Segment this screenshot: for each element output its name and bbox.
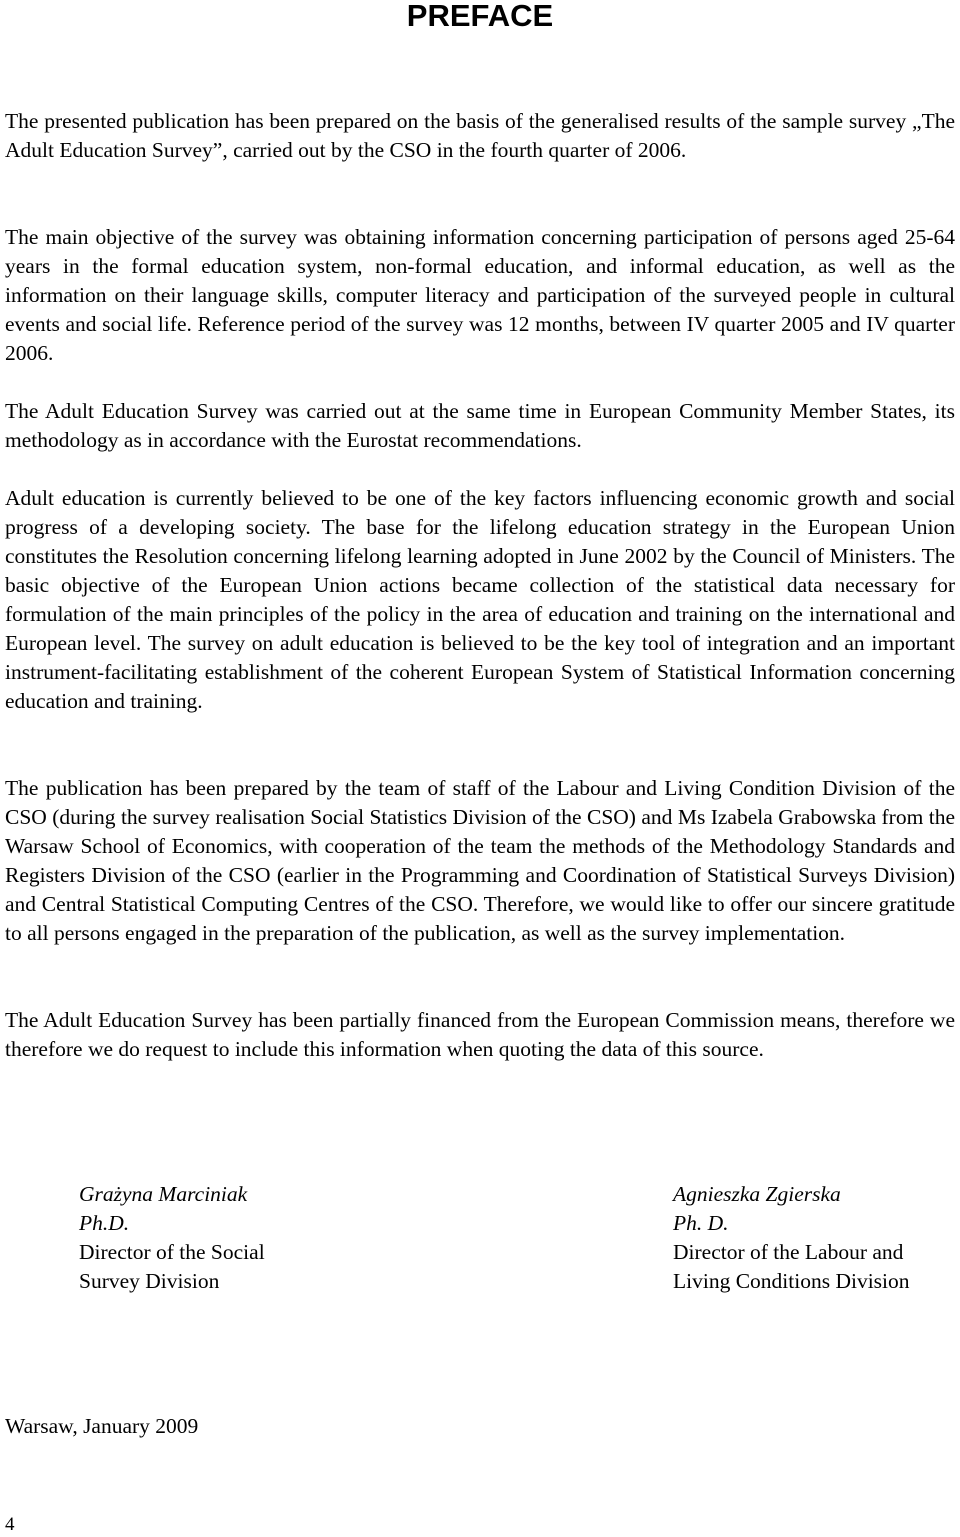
paragraph-intro: The presented publication has been prepared on the basis of the generalised results of the sample survey „The Adult Education Survey”, carried out by the CSO in the fourth quarter of 2006. <box>5 109 955 162</box>
signatory-role-line-1: Director of the Social <box>79 1240 265 1264</box>
paragraph-adult-education: Adult education is currently believed to be one of the key factors influencing economic growth and social progress of a developing society. The base for the lifelong education strategy in the European Union constitutes the Resolution concerning lifelong learning adopted in June 2002 by the Council of Ministers. The basic objective of the European Union actions became collection of the statistical data necessary for formulation of the main principles of the policy in the area of education and training on the international and European level. The survey on adult education is believed to be the key tool of integration and an important instrument-facilitating establishment of the coherent European System of Statistical Information concerning education and training. <box>5 486 955 713</box>
paragraph-acknowledgements: The publication has been prepared by the team of staff of the Labour and Living Condition Division of the CSO (during the survey realisation Social Statistics Division of the CSO) and Ms Izabela Grabowska from the Warsaw School of Economics, with cooperation of the team the methods of the Methodology Standards and Registers Division of the CSO (earlier in the Programming and Coordination of Statistical Surveys Division) and Central Statistical Computing Centres of the CSO. Therefore, we would like to offer our sincere gratitude to all persons engaged in the preparation of the publication, as well as the survey implementation. <box>5 776 955 945</box>
signatory-role-line-1: Director of the Labour and <box>673 1240 904 1264</box>
paragraph-methodology: The Adult Education Survey was carried out at the same time in European Community Member States, its methodology as in accordance with the Eurostat recommendations. <box>5 399 955 452</box>
signatory-name: Agnieszka Zgierska <box>673 1182 841 1206</box>
paragraph-objective: The main objective of the survey was obtaining information concerning participation of persons aged 25-64 years in the formal education system, non-formal education, and informal education, as well as the information on their language skills, computer literacy and participation of the surveyed people in cultural events and social life. Reference period of the survey was 12 months, between IV quarter 2005 and IV quarter 2006. <box>5 225 955 365</box>
page-title: PREFACE <box>406 0 554 33</box>
signatory-degree: Ph.D. <box>79 1211 130 1235</box>
paragraph-financing: The Adult Education Survey has been partially financed from the European Commission means, therefore we therefore we do request to include this information when quoting the data of this source. <box>5 1008 955 1061</box>
signatory-role-line-2: Living Conditions Division <box>673 1269 910 1293</box>
signatory-role-line-2: Survey Division <box>79 1269 220 1293</box>
place-and-date: Warsaw, January 2009 <box>5 1414 199 1438</box>
signatory-name: Grażyna Marciniak <box>79 1182 248 1206</box>
signature-block-left <box>79 1180 265 1296</box>
signature-block-right <box>673 1180 910 1296</box>
page-number: 4 <box>5 1514 15 1535</box>
signatory-degree: Ph. D. <box>673 1211 729 1235</box>
